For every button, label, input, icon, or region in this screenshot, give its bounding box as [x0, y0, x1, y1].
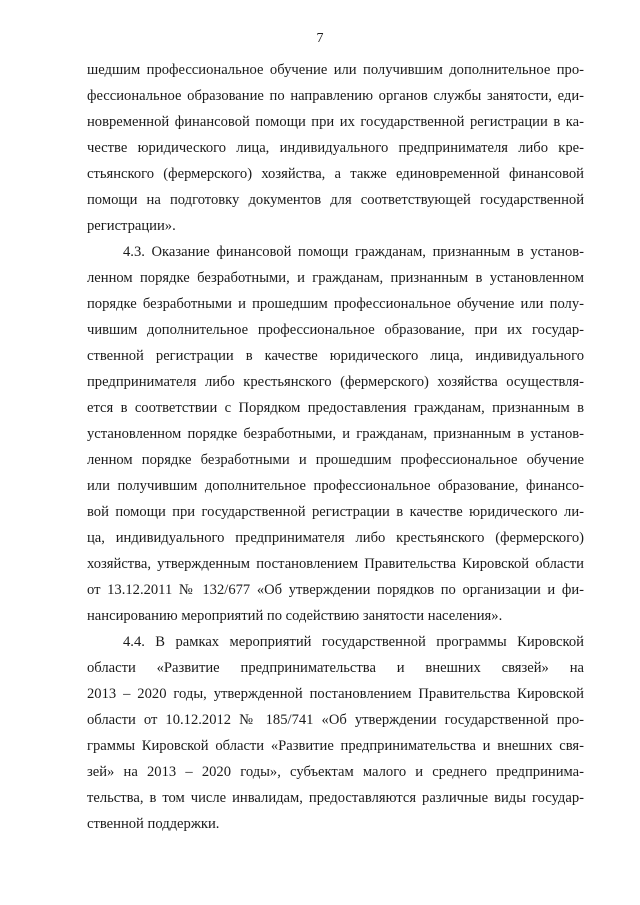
text-line: зей» на 2013 – 2020 годы», субъектам малого и среднего предпринима-	[87, 764, 584, 780]
text-line: области «Развитие предпринимательства и внешних связей» на	[87, 660, 584, 676]
text-line: хозяйства, утвержденным постановлением Правительства Кировской области	[87, 556, 584, 572]
text-line: честве юридического лица, индивидуального предпринимателя либо кре-	[87, 140, 584, 156]
text-line: установленном порядке безработными, и гражданам, признанным в установ-	[87, 426, 584, 442]
document-body	[87, 57, 584, 837]
text-line: ственной поддержки.	[87, 816, 220, 832]
text-line: регистрации».	[87, 218, 176, 234]
paragraph-continued	[87, 57, 584, 239]
text-line: от 13.12.2011 № 132/677 «Об утверждении порядков по организации и фи-	[87, 582, 584, 598]
text-line: 2013 – 2020 годы, утвержденной постановлением Правительства Кировской	[87, 686, 584, 702]
text-line: помощи на подготовку документов для соответствующей государственной	[87, 192, 584, 208]
text-line: тельства, в том числе инвалидам, предоставляются различные виды государ-	[87, 790, 584, 806]
text-line: граммы Кировской области «Развитие предпринимательства и внешних свя-	[87, 738, 584, 754]
text-line: или получившим дополнительное профессиональное образование, финансо-	[87, 478, 584, 494]
text-line: предпринимателя либо крестьянского (фермерского) хозяйства осуществля-	[87, 374, 584, 390]
paragraph-4-3	[87, 239, 584, 629]
text-line: нансированию мероприятий по содействию занятости населения».	[87, 608, 503, 624]
text-line: ленном порядке безработными, и гражданам, признанным в установленном	[87, 270, 584, 286]
text-line: новременной финансовой помощи при их государственной регистрации в ка-	[87, 114, 584, 130]
text-line: 4.3. Оказание финансовой помощи гражданам, признанным в установ-	[123, 244, 584, 260]
text-line: ственной регистрации в качестве юридического лица, индивидуального	[87, 348, 584, 364]
text-line: области от 10.12.2012 № 185/741 «Об утверждении государственной про-	[87, 712, 584, 728]
text-line: чившим дополнительное профессиональное образование, при их государ-	[87, 322, 584, 338]
text-line: вой помощи при государственной регистрации в качестве юридического ли-	[87, 504, 584, 520]
text-line: ется в соответствии с Порядком предоставления гражданам, признанным в	[87, 400, 584, 416]
text-line: шедшим профессиональное обучение или получившим дополнительное про-	[87, 62, 584, 78]
page-number: 7	[316, 31, 324, 46]
text-line: порядке безработными и прошедшим профессиональное обучение или полу-	[87, 296, 584, 312]
text-line: стьянского (фермерского) хозяйства, а также единовременной финансовой	[87, 166, 584, 182]
text-line: 4.4. В рамках мероприятий государственной программы Кировской	[123, 634, 584, 650]
paragraph-4-4	[87, 629, 584, 837]
text-line: ленном порядке безработными и прошедшим профессиональное обучение	[87, 452, 584, 468]
text-line: фессиональное образование по направлению органов службы занятости, еди-	[87, 88, 584, 104]
text-line: ца, индивидуального предпринимателя либо крестьянского (фермерского)	[87, 530, 584, 546]
